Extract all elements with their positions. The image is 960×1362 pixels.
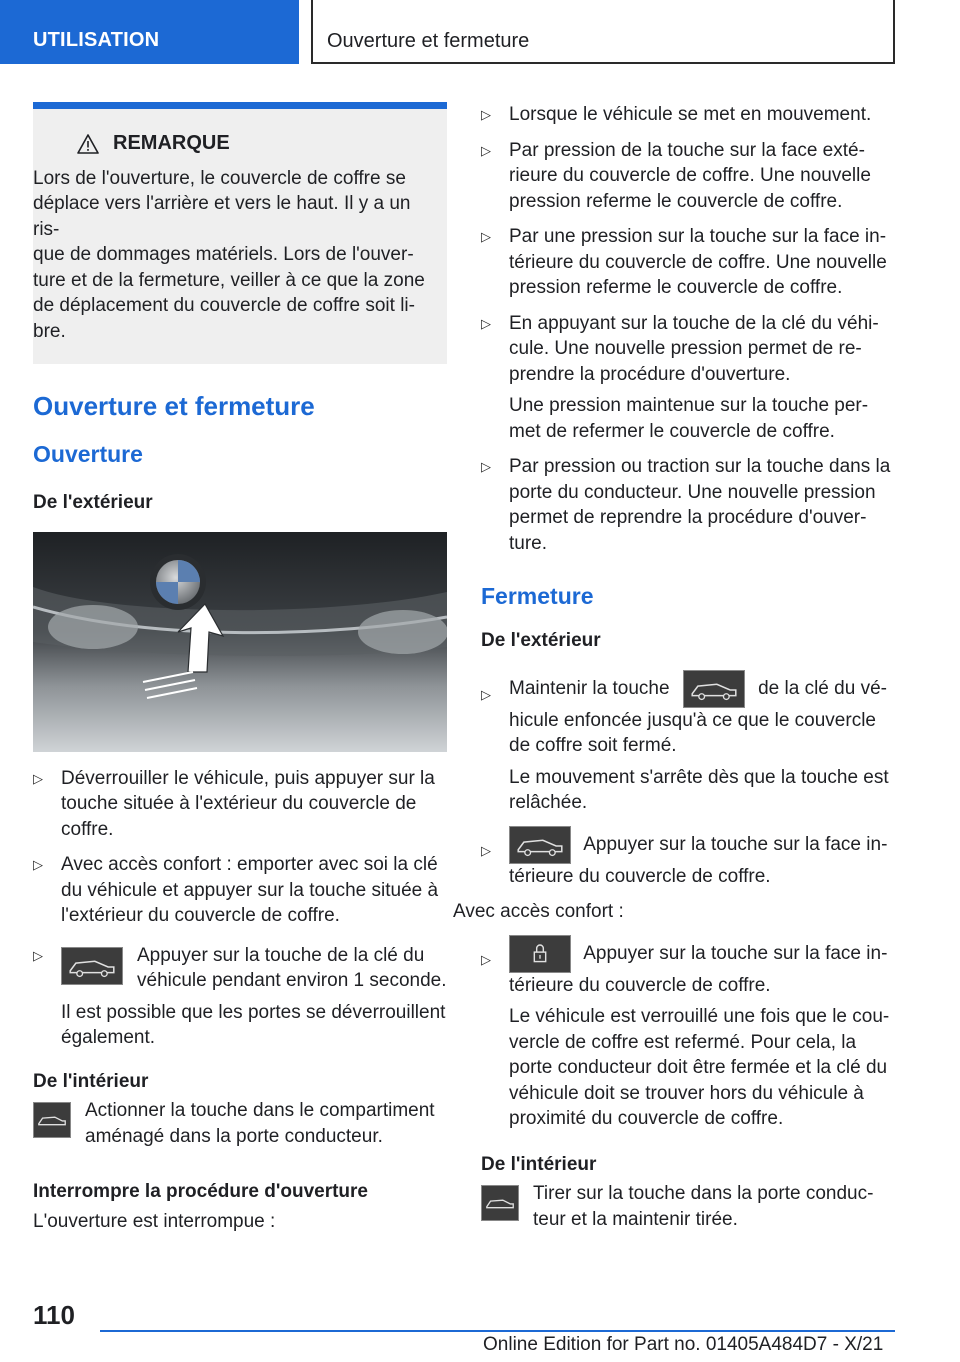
list-text: cule. Une nouvelle pression permet de re- (509, 338, 862, 359)
inside-text: Tirer sur la touche dans la porte conduc- (533, 1183, 874, 1204)
list-item (481, 102, 895, 128)
list-text: coffre. (61, 818, 114, 840)
list-text: permet de reprendre la procédure d'ouver- (509, 507, 867, 528)
list-text: Avec accès confort : emporter avec soi la clé (61, 854, 438, 875)
left-column (33, 102, 447, 1244)
list-item (481, 138, 895, 215)
list-item (481, 311, 895, 445)
list-subtext: proximité du couvercle de coffre. (509, 1108, 784, 1129)
interrupt-text: L'ouverture est interrompue : (33, 1210, 276, 1232)
note-body (33, 166, 439, 345)
list-text: Appuyer sur la touche de la clé du (137, 944, 425, 966)
list-text: du véhicule et appuyer sur la touche située à (61, 879, 439, 901)
list-text: Maintenir la touche (509, 677, 670, 699)
heading-inside: De l'intérieur (481, 1153, 597, 1175)
heading-outside: De l'extérieur (481, 630, 601, 651)
list-subtext: met de refermer le couvercle de coffre. (509, 420, 835, 442)
note-line: que de dommages matériels. Lors de l'ouver- (33, 244, 414, 265)
bullet-triangle-icon: ▷ (481, 459, 491, 474)
note-line: de déplacement du couvercle de coffre soit li- (33, 295, 415, 316)
list-subtext: Il est possible que les portes se déverrouillent (61, 1001, 446, 1023)
page-number: 110 (33, 1300, 75, 1330)
list-subtext: relâchée. (509, 792, 588, 813)
list-text: l'extérieur du couvercle de coffre. (61, 905, 340, 926)
inside-instruction (33, 1098, 447, 1149)
list-text: Déverrouiller le véhicule, puis appuyer sur la (61, 767, 435, 789)
note-header (33, 131, 439, 157)
list-text: Lorsque le véhicule se met en mouvement. (509, 104, 872, 125)
section-title: Ouverture et fermeture (33, 391, 315, 421)
list-text: térieure du couvercle de coffre. (509, 974, 771, 996)
note-title: REMARQUE (113, 132, 230, 154)
bullet-triangle-icon: ▷ (481, 315, 491, 331)
heading-interrupt: Interrompre la procédure d'ouverture (33, 1181, 368, 1202)
list-subtext: porte conducteur doit être fermée et la clé du (509, 1057, 888, 1078)
inside-instruction (481, 1181, 895, 1232)
inside-text: aménagé dans la porte conducteur. (85, 1125, 383, 1147)
list-text: porte du conducteur. Une nouvelle pression (509, 481, 876, 503)
trunk-button-photo (33, 532, 447, 752)
bullet-triangle-icon: ▷ (481, 842, 491, 858)
header-chapter: Ouverture et fermeture (311, 0, 895, 64)
list-text: Par pression de la touche sur la face exté- (509, 139, 865, 161)
list-subtext: véhicule doit se trouver hors du véhicule à (509, 1082, 864, 1104)
list-item (481, 670, 895, 816)
bullet-triangle-icon: ▷ (481, 142, 491, 158)
comfort-access-label: Avec accès confort : (453, 901, 624, 922)
lock-icon (509, 935, 571, 973)
bullet-triangle-icon: ▷ (481, 107, 491, 122)
list-text: Appuyer sur la touche sur la face in- (583, 833, 888, 855)
list-text: de coffre soit fermé. (509, 735, 677, 756)
heading-outside: De l'extérieur (33, 492, 153, 513)
subsection-title-opening: Ouverture (33, 441, 143, 467)
car-trunk-key-icon (509, 826, 571, 864)
list-subtext: Le véhicule est verrouillé une fois que le cou- (509, 1006, 890, 1027)
list-text: ture. (509, 532, 548, 554)
list-item (481, 454, 895, 556)
inside-text: teur et la maintenir tirée. (533, 1208, 738, 1230)
list-text: Par pression ou traction sur la touche dans la (509, 456, 891, 477)
list-text: rieure du couvercle de coffre. Une nouvelle (509, 165, 871, 186)
list-text: pression referme le couvercle de coffre. (509, 277, 843, 298)
edition-text: Online Edition for Part no. 01405A484D7 - X/21 (483, 1334, 884, 1355)
header-section: UTILISATION (0, 0, 299, 64)
list-item (481, 935, 895, 1132)
note-line: Lors de l'ouverture, le couvercle de coffre se (33, 167, 406, 189)
list-text: hicule enfoncée jusqu'à ce que le couvercle (509, 709, 876, 731)
inside-text: Actionner la touche dans le compartiment (85, 1100, 435, 1121)
footer-divider (100, 1330, 895, 1332)
bullet-triangle-icon: ▷ (481, 229, 491, 244)
list-text: térieure du couvercle de coffre. (509, 865, 771, 887)
bullet-triangle-icon: ▷ (481, 686, 491, 702)
car-trunk-key-icon (683, 670, 745, 708)
list-text: prendre la procédure d'ouverture. (509, 363, 791, 385)
list-text: En appuyant sur la touche de la clé du véhi- (509, 312, 879, 334)
car-trunk-key-icon (61, 947, 123, 985)
list-subtext: également. (61, 1027, 156, 1048)
list-subtext: vercle de coffre est refermé. Pour cela, la (509, 1031, 857, 1053)
list-subtext: Une pression maintenue sur la touche per- (509, 395, 869, 416)
heading-inside: De l'intérieur (33, 1070, 149, 1092)
bullet-triangle-icon: ▷ (481, 951, 491, 967)
note-line: ture et de la fermeture, veiller à ce que la zone (33, 269, 425, 291)
subsection-title-closing: Fermeture (481, 583, 594, 609)
car-trunk-button-icon (481, 1185, 519, 1221)
bullet-triangle-icon: ▷ (33, 947, 43, 963)
list-text: de la clé du vé- (758, 677, 887, 699)
note-line: déplace vers l'arrière et vers le haut. Il y a un ris- (33, 193, 411, 240)
list-item (33, 766, 447, 843)
list-text: Appuyer sur la touche sur la face in- (583, 942, 888, 964)
list-text: pression referme le couvercle de coffre. (509, 190, 843, 212)
list-item (481, 224, 895, 301)
car-trunk-button-icon (33, 1102, 71, 1138)
list-text: térieure du couvercle de coffre. Une nouvelle (509, 251, 887, 273)
list-text: véhicule pendant environ 1 seconde. (137, 970, 447, 991)
list-item (481, 826, 895, 890)
list-text: Par une pression sur la touche sur la face in- (509, 226, 887, 247)
right-column (453, 102, 895, 1232)
warning-triangle-icon (77, 134, 99, 154)
bullet-triangle-icon: ▷ (33, 857, 43, 872)
warning-note (33, 102, 447, 364)
note-line: bre. (33, 320, 66, 342)
list-subtext: Le mouvement s'arrête dès que la touche est (509, 766, 889, 788)
list-text: touche située à l'extérieur du couvercle de (61, 793, 417, 814)
list-item (33, 852, 447, 929)
bullet-triangle-icon: ▷ (33, 770, 43, 786)
list-item (33, 943, 447, 1051)
